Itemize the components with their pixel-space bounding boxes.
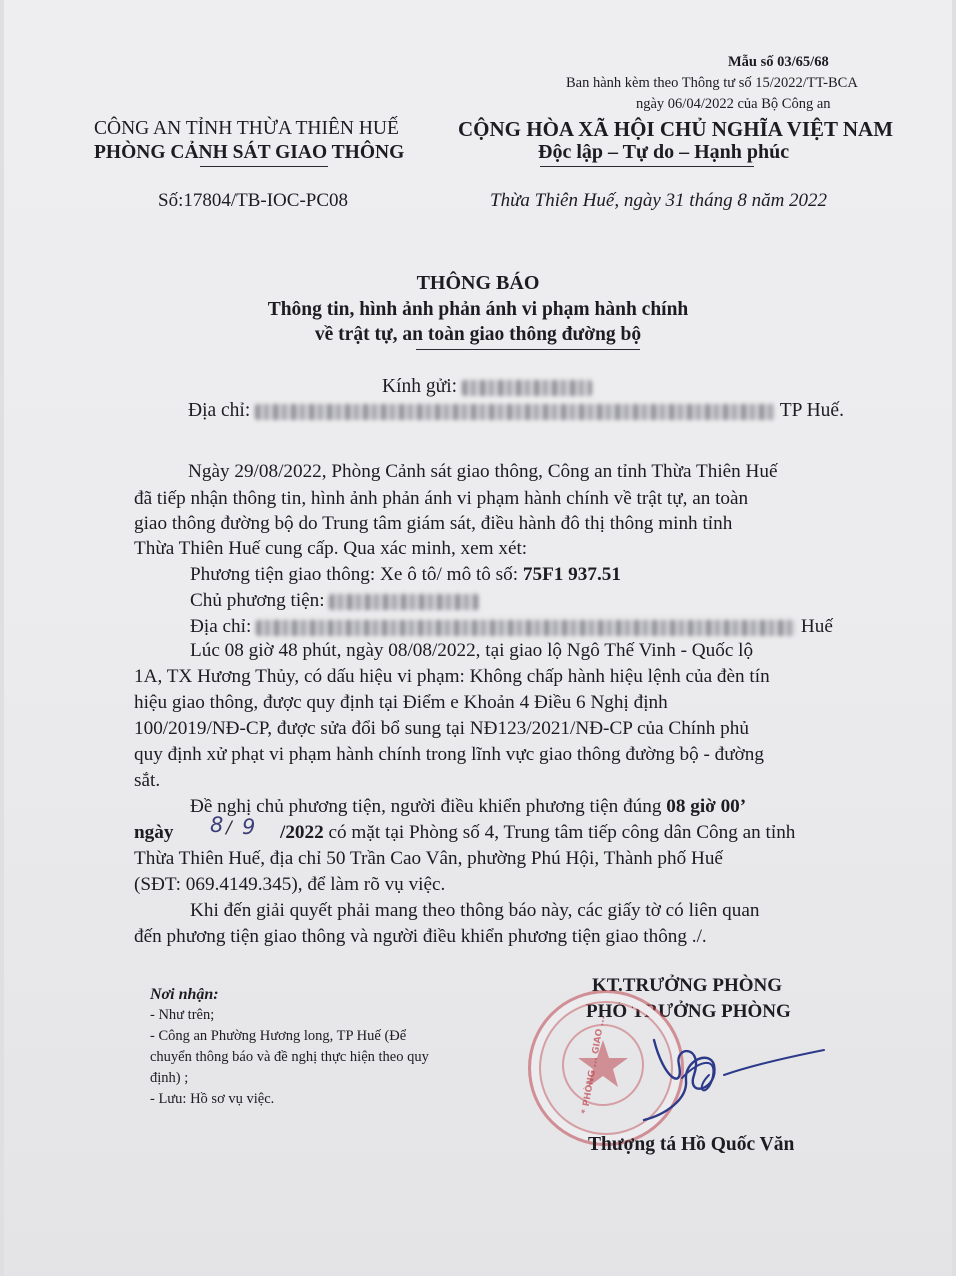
recipient-address-line <box>188 400 844 422</box>
p3-line-4: (SĐT: 069.4149.345), để làm rõ vụ việc. <box>134 874 446 895</box>
p3-location: có mặt tại Phòng số 4, Trung tâm tiếp công dân Công an tỉnh <box>328 822 796 843</box>
owner-address-label: Địa chỉ: <box>190 616 252 637</box>
owner-address-line <box>190 616 833 638</box>
vehicle-label: Phương tiện giao thông: Xe ô tô/ mô tô số: <box>190 564 519 585</box>
seal-lettering: * PHÒNG ... GIAO ... <box>580 1014 608 1116</box>
document-page: Mẫu số 03/65/68 Ban hành kèm theo Thông tư số 15/2022/TT-BCA ngày 06/04/2022 của Bộ Công an CÔNG AN TỈNH THỪA THIÊN HUẾ PHÒNG CẢNH SÁT GIAO THÔNG Số:17804/TB-IOC-PC08 CỘNG HÒA XÃ HỘI CHỦ NGHĨA VIỆT NAM Độc lập – Tự do – Hạnh phúc Thừa Thiên Huế, ngày 31 tháng 8 năm 2022 THÔNG BÁO Thông tin, hình ảnh phản ánh vi phạm hành chính về trật tự, an toàn giao thông đường bộ Kính gửi: Địa chỉ: TP Huế. Ngày 29/08/2022, Phòng Cảnh sát giao thông, Công an tỉnh Thừa Thiên Huế đã tiếp nhận thông tin, hình ảnh phản ánh vi phạm hành chính về trật tự, an toàn giao thông đường bộ do Trung tâm giám sát, điều hành đô thị thông minh tỉnh Thừa Thiên Huế cung cấp. Qua xác minh, xem xét: Phương tiện giao thông: Xe ô tô/ mô tô số: 75F1 937.51 Chủ phương tiện: Địa chỉ: Huế Lúc 08 giờ 48 phút, ngày 08/08/2022, tại giao lộ Ngô Thế Vinh - Quốc lộ 1A, TX Hương Thủy, có dấu hiệu vi phạm: Không chấp hành hiệu lệnh của đèn tín hiệu giao thông, được quy định tại Điểm e Khoản 4 Điều 6 Nghị định 100/2019/NĐ-CP, được sửa đổi bổ sung tại NĐ123/2021/NĐ-CP của Chính phủ quy định xử phạt vi phạm hành chính trong lĩnh vực giao thông đường bộ - đường sắt. Đề nghị chủ phương tiện, người điều khiển phương tiện đúng 08 giờ 00’ ngày 8 / 9 /2022 có mặt tại Phòng số 4, Trung tâm tiếp công dân Công an tỉnh Thừa Thiên Huế, địa chỉ 50 Trần Cao Vân, phường Phú Hội, Thành phố Huế (SĐT: 069.4149.345), để làm rõ vụ việc. Khi đến giải quyết phải mang theo thông báo này, các giấy tờ có liên quan đến phương tiện giao thông và người điều khiển phương tiện giao thông ./. Nơi nhận: - Như trên; - Công an Phường Hương long, TP Huế (Để chuyển thông báo và đề nghị thực hiện theo quy định) ; - Lưu: Hồ sơ vụ việc. KT.TRƯỞNG PHÒNG PHÓ TRƯỞNG PHÒNG * PHÒNG ... GIAO ... Thượng tá Hồ Quốc Văn <box>4 0 952 1276</box>
address-end: TP Huế. <box>779 400 844 421</box>
notice-subtitle-2: về trật tự, an toàn giao thông đường bộ <box>314 324 642 345</box>
issued-with: Ban hành kèm theo Thông tư số 15/2022/TT-BCA <box>566 75 858 91</box>
p3-line-2 <box>134 822 173 844</box>
title-underline <box>416 349 640 350</box>
p2-line-3: hiệu giao thông, được quy định tại Điểm e Khoản 4 Điều 6 Nghị định <box>134 692 668 713</box>
p2-line-4: 100/2019/NĐ-CP, được sửa đổi bổ sung tại NĐ123/2021/NĐ-CP của Chính phủ <box>134 718 749 739</box>
notice-subtitle-1: Thông tin, hình ảnh phản ánh vi phạm hành chính <box>267 299 689 320</box>
notice-title: THÔNG BÁO <box>416 272 540 294</box>
recipient-item-3: - Lưu: Hồ sơ vụ việc. <box>150 1091 275 1107</box>
owner-address-end: Huế <box>800 616 833 637</box>
recipients-heading: Nơi nhận: <box>150 986 219 1003</box>
redacted-owner-address <box>256 620 796 636</box>
plate-number: 75F1 937.51 <box>522 564 621 585</box>
issued-date: ngày 06/04/2022 của Bộ Công an <box>636 96 831 112</box>
address-label: Địa chỉ: <box>188 400 251 421</box>
greeting-line <box>382 376 592 398</box>
p3-appointment-time: 08 giờ 00’ <box>666 796 747 817</box>
signature-role-2: PHÓ TRƯỞNG PHÒNG <box>586 1001 791 1022</box>
p2-line-1: Lúc 08 giờ 48 phút, ngày 08/08/2022, tại giao lộ Ngô Thế Vinh - Quốc lộ <box>190 640 754 661</box>
p3-day-label: ngày <box>134 822 174 843</box>
p2-line-5: quy định xử phạt vi phạm hành chính trong lĩnh vực giao thông đường bộ - đường <box>134 744 764 765</box>
handwritten-day: 8 <box>210 813 224 837</box>
p1-line-1: Ngày 29/08/2022, Phòng Cảnh sát giao thông, Công an tỉnh Thừa Thiên Huế <box>188 461 778 482</box>
greeting-label: Kính gửi: <box>382 376 458 397</box>
recipient-item-1: - Như trên; <box>150 1007 215 1023</box>
handwritten-signature <box>624 1020 834 1130</box>
republic-title: CỘNG HÒA XÃ HỘI CHỦ NGHĨA VIỆT NAM <box>458 117 894 141</box>
motto-underline <box>540 166 754 167</box>
p3-line-3: Thừa Thiên Huế, địa chỉ 50 Trần Cao Vân, phường Phú Hội, Thành phố Huế <box>134 848 723 869</box>
redacted-owner <box>329 594 479 610</box>
national-motto: Độc lập – Tự do – Hạnh phúc <box>538 141 790 163</box>
recipient-item-2: - Công an Phường Hương long, TP Huế (Để <box>150 1028 407 1044</box>
p1-line-3: giao thông đường bộ do Trung tâm giám sát, điều hành đô thị thông minh tỉnh <box>134 513 733 534</box>
p3-year: /2022 <box>280 822 324 843</box>
p4-line-1: Khi đến giải quyết phải mang theo thông báo này, các giấy tờ có liên quan <box>190 900 760 921</box>
signer-name: Thượng tá Hồ Quốc Văn <box>588 1134 795 1155</box>
redacted-address <box>255 404 775 420</box>
p3-line-2-rest <box>280 822 795 844</box>
p1-line-4: Thừa Thiên Huế cung cấp. Qua xác minh, xem xét: <box>134 538 528 559</box>
place-date: Thừa Thiên Huế, ngày 31 tháng 8 năm 2022 <box>490 190 828 211</box>
owner-line <box>190 590 479 612</box>
recipient-item-2-cont: chuyển thông báo và đề nghị thực hiện theo quy <box>150 1049 429 1065</box>
p3-request: Đề nghị chủ phương tiện, người điều khiển phương tiện đúng <box>190 796 662 817</box>
agency-underline <box>200 166 328 167</box>
vehicle-line <box>190 564 621 586</box>
p4-line-2: đến phương tiện giao thông và người điều khiển phương tiện giao thông ./. <box>134 926 707 947</box>
signature-role-1: KT.TRƯỞNG PHÒNG <box>592 975 782 996</box>
owner-label: Chủ phương tiện: <box>190 590 325 611</box>
p2-line-2: 1A, TX Hương Thủy, có dấu hiệu vi phạm: Không chấp hành hiệu lệnh của đèn tín <box>134 666 770 687</box>
p3-line-1 <box>190 796 746 818</box>
doc-number: Số:17804/TB-IOC-PC08 <box>158 190 349 211</box>
redacted-name <box>462 380 592 396</box>
form-number: Mẫu số 03/65/68 <box>728 54 829 70</box>
p1-line-2: đã tiếp nhận thông tin, hình ảnh phản ánh vi phạm hành chính về trật tự, an toàn <box>134 488 749 509</box>
recipient-item-2-end: định) ; <box>150 1070 189 1086</box>
p2-line-6: sắt. <box>134 770 161 791</box>
agency-parent: CÔNG AN TỈNH THỪA THIÊN HUẾ <box>94 118 399 139</box>
agency-department: PHÒNG CẢNH SÁT GIAO THÔNG <box>94 142 405 163</box>
handwritten-month: 9 <box>242 815 256 839</box>
